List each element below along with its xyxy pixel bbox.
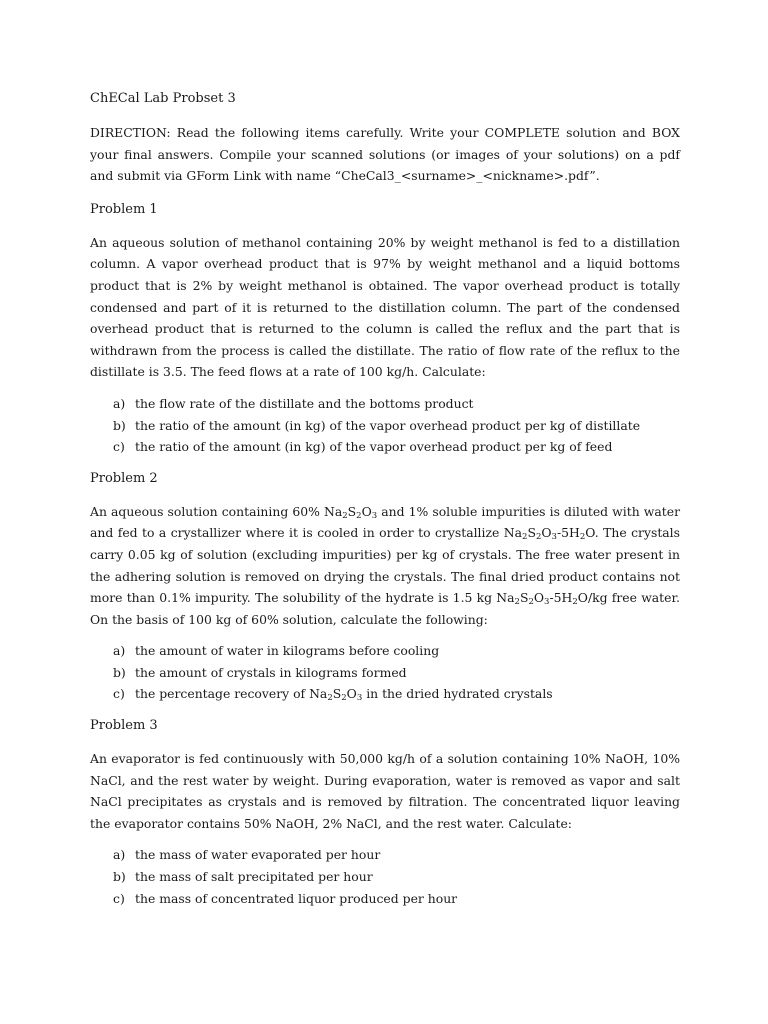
sub-question-text: the mass of water evaporated per hour bbox=[135, 847, 381, 863]
sub-question-label: c) bbox=[113, 439, 125, 455]
document-title: ChECal Lab Probset 3 bbox=[90, 91, 236, 106]
sub-question-text: the percentage recovery of $Na_2S_2O_3$ in the dried hydrated crystals bbox=[135, 686, 553, 704]
sub-question-label: a) bbox=[113, 395, 126, 411]
sub-question-label: a) bbox=[113, 847, 126, 863]
problem-statement: An aqueous solution of methanol containing 20% by weight methanol is fed to a distillation column. A vapor overhead product that is 97% by weight methanol and a liquid bottoms product that is 2% by weight methanol is obtained. The vapor overhead product is totally condensed and part of it is returned to the distillation column. The part of the condensed overhead product that is returned to the column is called the reflux and the part that is withdrawn from the process is called the distillate. The ratio of flow rate of the reflux to the distillate is 3.5. The feed flows at a rate of 100 kg/h. Calculate: bbox=[90, 234, 680, 380]
sub-question-label: c) bbox=[113, 686, 125, 702]
problem-1 bbox=[90, 199, 680, 458]
sub-question bbox=[113, 640, 680, 662]
problem-2 bbox=[90, 468, 680, 705]
sub-question-text: the mass of concentrated liquor produced per hour bbox=[135, 890, 458, 906]
direction-paragraph: DIRECTION: Read the following items carefully. Write your COMPLETE solution and BOX your final answers. Compile your scanned solutions (or images of your solutions) on a pdf and submit via GForm Link with name “CheCal3_<surname>_<nickname>.pdf”. bbox=[90, 125, 680, 184]
sub-question-text: the ratio of the amount (in kg) of the vapor overhead product per kg of distillate bbox=[135, 417, 641, 433]
sub-question-list bbox=[113, 393, 680, 458]
document-page bbox=[90, 88, 680, 919]
sub-question bbox=[113, 844, 680, 866]
problem-statement: An aqueous solution containing 60% $Na_2S_2O_3$ and 1% soluble impurities is diluted with water and fed to a crystallizer where it is cooled in order to crystallize $Na_2S_2O_3-5H_2O$. The crystals carry 0.05 kg of solution (excluding impurities) per kg of crystals. The free water present in the adhering solution is removed on drying the crystals. The final dried product contains not more than 0.1% impurity. The solubility of the hydrate is 1.5 kg $Na_2S_2O_3-5H_2O/kg$ free water. On the basis of 100 kg of 60% solution, calculate the following: bbox=[90, 503, 681, 627]
problem-heading: Problem 3 bbox=[90, 718, 158, 734]
sub-question-text: the mass of salt precipitated per hour bbox=[135, 869, 373, 885]
sub-question bbox=[113, 866, 680, 888]
sub-question-label: b) bbox=[113, 417, 126, 433]
sub-question-text: the flow rate of the distillate and the bottoms product bbox=[135, 395, 474, 411]
sub-question bbox=[113, 662, 680, 684]
sub-question-text: the amount of water in kilograms before cooling bbox=[135, 643, 440, 659]
sub-question-text: the amount of crystals in kilograms formed bbox=[135, 664, 407, 680]
sub-question-list bbox=[113, 640, 680, 705]
sub-question bbox=[113, 888, 680, 910]
sub-question bbox=[113, 436, 680, 458]
sub-question bbox=[113, 415, 680, 437]
sub-question-label: b) bbox=[113, 869, 126, 885]
problem-heading: Problem 1 bbox=[90, 201, 158, 217]
problem-3 bbox=[90, 715, 680, 909]
problem-heading: Problem 2 bbox=[90, 470, 158, 486]
sub-question-label: c) bbox=[113, 890, 125, 906]
sub-question-label: a) bbox=[113, 643, 126, 659]
sub-question bbox=[113, 393, 680, 415]
problem-statement: An evaporator is fed continuously with 50,000 kg/h of a solution containing 10% NaOH, 10% NaCl, and the rest water by weight. During evaporation, water is removed as vapor and salt NaCl precipitates as crystals and is removed by filtration. The concentrated liquor leaving the evaporator contains 50% NaOH, 2% NaCl, and the rest water. Calculate: bbox=[90, 751, 680, 831]
sub-question-list bbox=[113, 844, 680, 909]
sub-question-text: the ratio of the amount (in kg) of the vapor overhead product per kg of feed bbox=[135, 439, 613, 455]
sub-question-label: b) bbox=[113, 664, 126, 680]
sub-question bbox=[113, 683, 680, 705]
